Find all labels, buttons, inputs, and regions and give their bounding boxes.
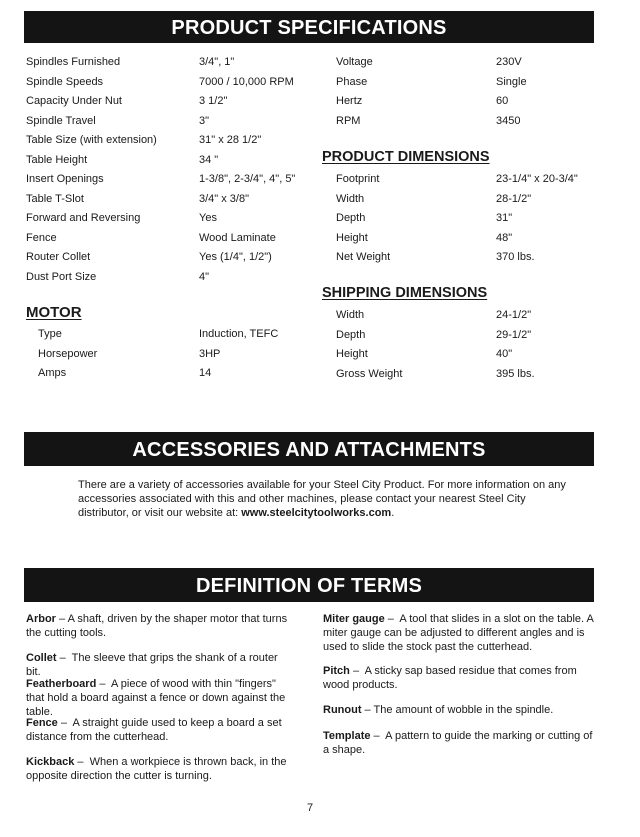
spec-label: Height [336, 348, 368, 360]
accessories-header: ACCESSORIES AND ATTACHMENTS [24, 432, 594, 466]
spec-value: 29-1/2" [496, 328, 532, 341]
spec-label: Footprint [336, 173, 380, 185]
definition-item [26, 716, 294, 744]
definition-term: Collet [26, 652, 57, 664]
spec-label: Depth [336, 212, 366, 224]
spec-value: 4" [199, 270, 210, 283]
motor-title: MOTOR [26, 304, 82, 321]
spec-value: Induction, TEFC [199, 328, 279, 340]
spec-value: 3" [199, 114, 210, 127]
spec-label: Spindles Furnished [26, 56, 121, 68]
definition-text: A pattern to guide the marking or cutting of a shape. [323, 730, 593, 756]
spec-value: 28-1/2" [496, 192, 532, 205]
spec-label: Capacity Under Nut [26, 95, 122, 107]
spec-value: 23-1/4" x 20-3/4" [496, 173, 578, 185]
definition-item [323, 664, 595, 692]
spec-value: 7000 / 10,000 RPM [199, 75, 294, 88]
spec-label: Width [336, 309, 365, 321]
spec-value: 31" x 28 1/2" [199, 134, 262, 146]
spec-label: Fence [26, 231, 57, 244]
shipping-dimensions-title: SHIPPING DIMENSIONS [322, 285, 488, 301]
product-dimensions-title: PRODUCT DIMENSIONS [322, 149, 490, 165]
spec-label: Router Collet [26, 251, 91, 263]
spec-label: Table T-Slot [26, 192, 84, 205]
spec-label: Width [336, 192, 365, 205]
definition-term: Pitch [323, 665, 350, 677]
definition-text: A piece of wood with thin "fingers" that hold a board against a fence or down against the table. [26, 678, 286, 718]
definition-item [323, 729, 595, 757]
definition-item [26, 677, 294, 719]
spec-value: 1-3/8", 2-3/4", 4", 5" [199, 173, 296, 185]
spec-value: 230V [496, 56, 522, 68]
spec-label: RPM [336, 114, 361, 127]
spec-label: Spindle Speeds [26, 75, 104, 88]
spec-value: 395 lbs. [496, 367, 535, 380]
spec-label: Horsepower [38, 347, 98, 360]
definition-text: A sticky sap based residue that comes from wood products. [323, 665, 577, 691]
definition-term: Kickback [26, 756, 75, 768]
spec-value: 60 [496, 95, 509, 107]
spec-label: Height [336, 231, 368, 244]
definition-term: Miter gauge [323, 613, 385, 625]
definition-term: Arbor [26, 613, 56, 625]
definition-separator: – [370, 730, 386, 742]
definition-text: A tool that slides in a slot on the table. A miter gauge can be adjusted to different angles and is used to slide the stock past the cutterhead. [323, 613, 594, 653]
spec-value: 24-1/2" [496, 309, 532, 321]
spec-value: Yes [199, 212, 217, 224]
spec-value: Yes (1/4", 1/2") [199, 251, 272, 263]
definition-text: The amount of wobble in the spindle. [373, 704, 554, 716]
spec-value: Wood Laminate [199, 231, 276, 244]
spec-label: Spindle Travel [26, 114, 96, 127]
accessories-paragraph [78, 478, 578, 520]
spec-label: Gross Weight [336, 367, 403, 380]
spec-label: Dust Port Size [26, 270, 97, 283]
definition-separator: – [384, 613, 400, 625]
definition-text: A shaft, driven by the shaper motor that turns the cutting tools. [26, 613, 288, 639]
definition-item [26, 755, 294, 783]
spec-label: Amps [38, 367, 67, 379]
spec-label: Hertz [336, 95, 363, 107]
spec-label: Phase [336, 75, 368, 88]
spec-label: Voltage [336, 56, 373, 68]
spec-value: 48" [496, 231, 513, 244]
website-link[interactable]: www.steelcitytoolworks.com [241, 507, 392, 519]
definition-separator: – [361, 704, 374, 716]
accessories-text: There are a variety of accessories available for your Steel City Product. For more information on any accessories associated with this and other machines, please contact your nearest Steel City distributor, or visit our website at: [78, 479, 566, 519]
page-number: 7 [306, 802, 314, 814]
definition-separator: – [349, 665, 365, 677]
definition-separator: – [56, 652, 72, 664]
definition-separator: – [57, 717, 73, 729]
definition-text: The sleeve that grips the shank of a router bit. [26, 652, 278, 678]
spec-value: 3450 [496, 114, 521, 127]
spec-label: Forward and Reversing [26, 212, 141, 224]
definition-term: Runout [323, 704, 362, 716]
spec-value: 34 " [199, 153, 219, 166]
definition-text: A straight guide used to keep a board a set distance from the cutterhead. [26, 717, 282, 743]
spec-value: Single [496, 75, 527, 88]
spec-value: 3/4", 1" [199, 56, 235, 68]
accessories-end: . [391, 507, 395, 519]
definition-item [323, 703, 595, 717]
spec-value: 3 1/2" [199, 95, 228, 107]
definition-term: Featherboard [26, 678, 97, 690]
spec-label: Table Height [26, 153, 88, 166]
definition-text: When a workpiece is thrown back, in the opposite direction the cutter is turning. [26, 756, 287, 782]
spec-value: 14 [199, 367, 212, 379]
definition-of-terms-header: DEFINITION OF TERMS [24, 568, 594, 602]
definition-term: Fence [26, 717, 58, 729]
definition-item [323, 612, 595, 654]
spec-label: Net Weight [336, 251, 391, 263]
definition-separator: – [96, 678, 111, 690]
spec-value: 31" [496, 212, 513, 224]
spec-value: 3/4" x 3/8" [199, 192, 250, 205]
spec-label: Table Size (with extension) [26, 134, 157, 146]
definition-term: Template [323, 730, 371, 742]
definition-item [26, 612, 294, 640]
definition-separator: – [74, 756, 90, 768]
spec-label: Insert Openings [26, 173, 104, 185]
spec-label: Type [38, 328, 62, 340]
definition-item [26, 651, 294, 679]
spec-label: Depth [336, 328, 366, 341]
spec-value: 40" [496, 348, 513, 360]
definition-separator: – [55, 613, 68, 625]
spec-value: 3HP [199, 347, 221, 360]
spec-value: 370 lbs. [496, 251, 535, 263]
product-specifications-header: PRODUCT SPECIFICATIONS [24, 11, 594, 43]
